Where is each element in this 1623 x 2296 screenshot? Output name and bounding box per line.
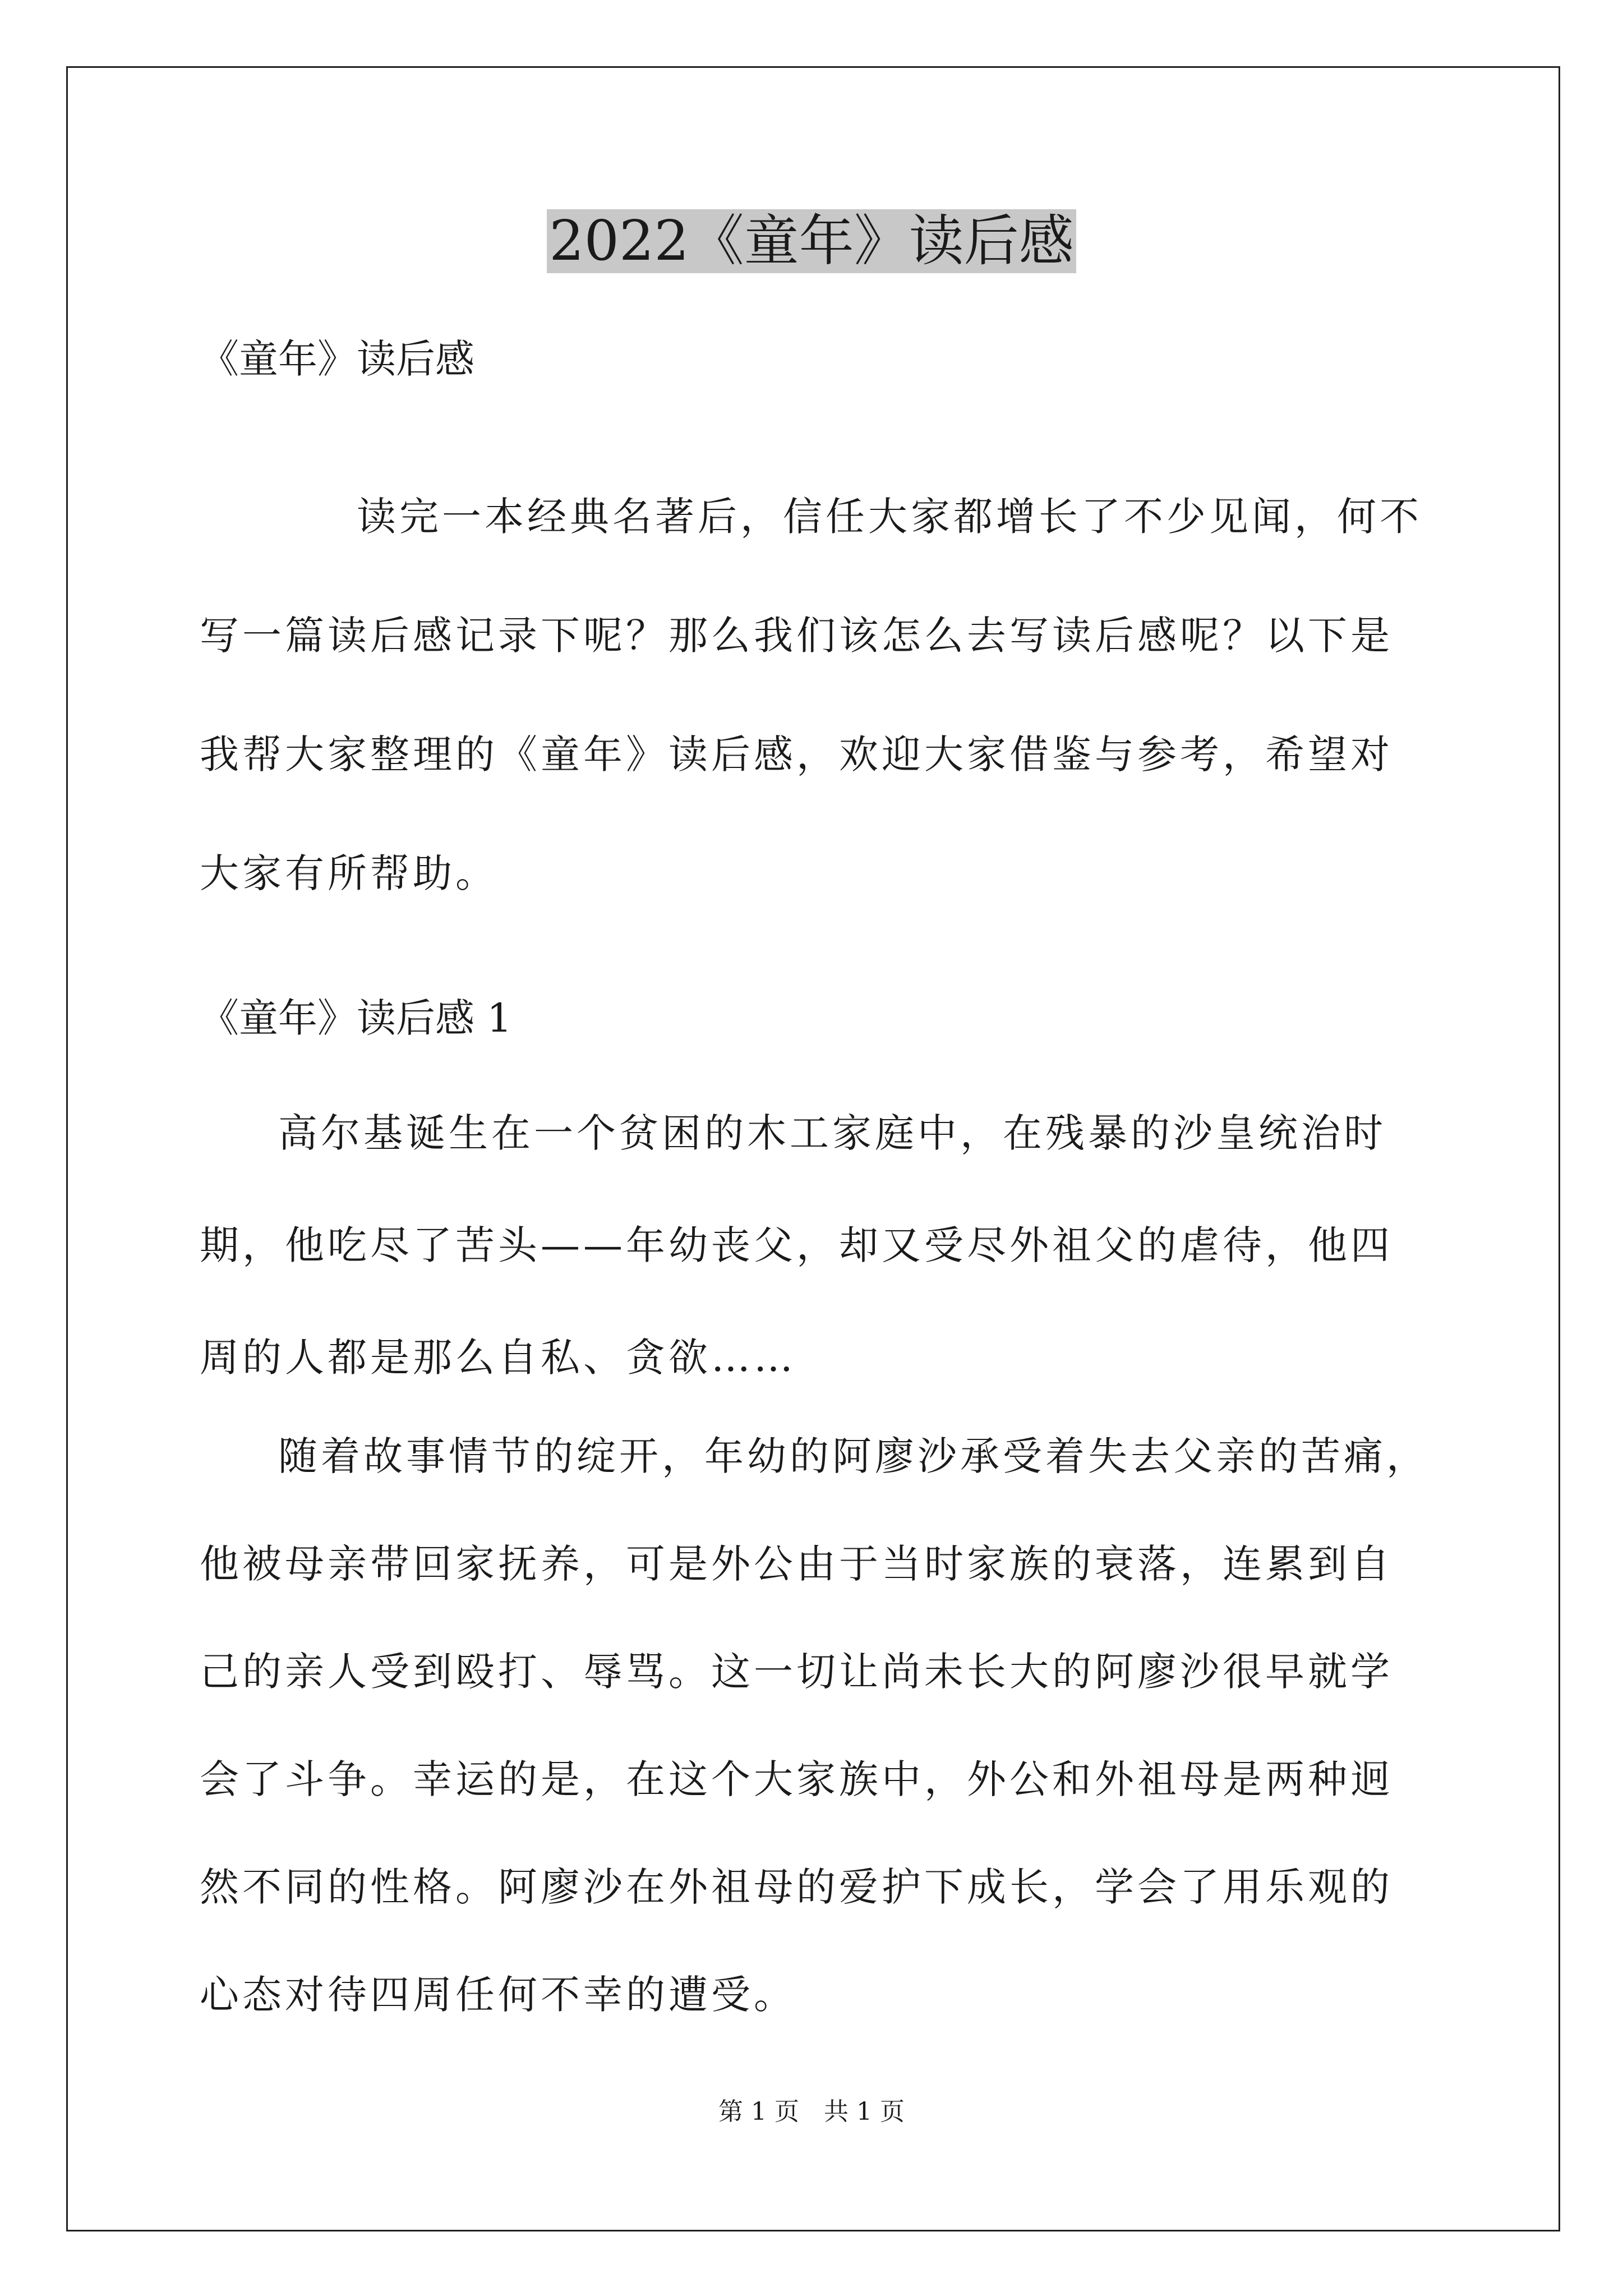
section-heading: 《童年》读后感 1 xyxy=(200,995,512,1041)
body-paragraph-1: 高尔基诞生在一个贫困的木工家庭中，在残暴的沙皇统治时期，他吃尽了苦头——年幼丧父，却又受尽外祖父的虐待，他四周的人都是那么自私、贪欲…… xyxy=(200,1110,1393,1381)
intro-paragraph: 读完一本经典名著后，信任大家都增长了不少见闻，何不写一篇读后感记录下呢？那么我们该怎么去写读后感呢？以下是我帮大家整理的《童年》读后感，欢迎大家借鉴与参考，希望对大家有所帮助。 xyxy=(200,494,1422,896)
document-title-text: 2022《童年》读后感 xyxy=(547,209,1076,273)
intro-heading: 《童年》读后感 xyxy=(200,336,474,382)
body-paragraph-2: 随着故事情节的绽开，年幼的阿廖沙承受着失去父亲的苦痛，他被母亲带回家抚养，可是外公由于当时家族的衰落，连累到自己的亲人受到殴打、辱骂。这一切让尚未长大的阿廖沙很早就学会了斗争。幸运的是，在这个大家族中，外公和外祖母是两种迥然不同的性格。阿廖沙在外祖母的爱护下成长，学会了用乐观的心态对待四周任何不幸的遭受。 xyxy=(200,1433,1429,2018)
document-title xyxy=(0,202,1623,280)
page-footer: 第 1 页 共 1 页 xyxy=(718,2097,905,2126)
